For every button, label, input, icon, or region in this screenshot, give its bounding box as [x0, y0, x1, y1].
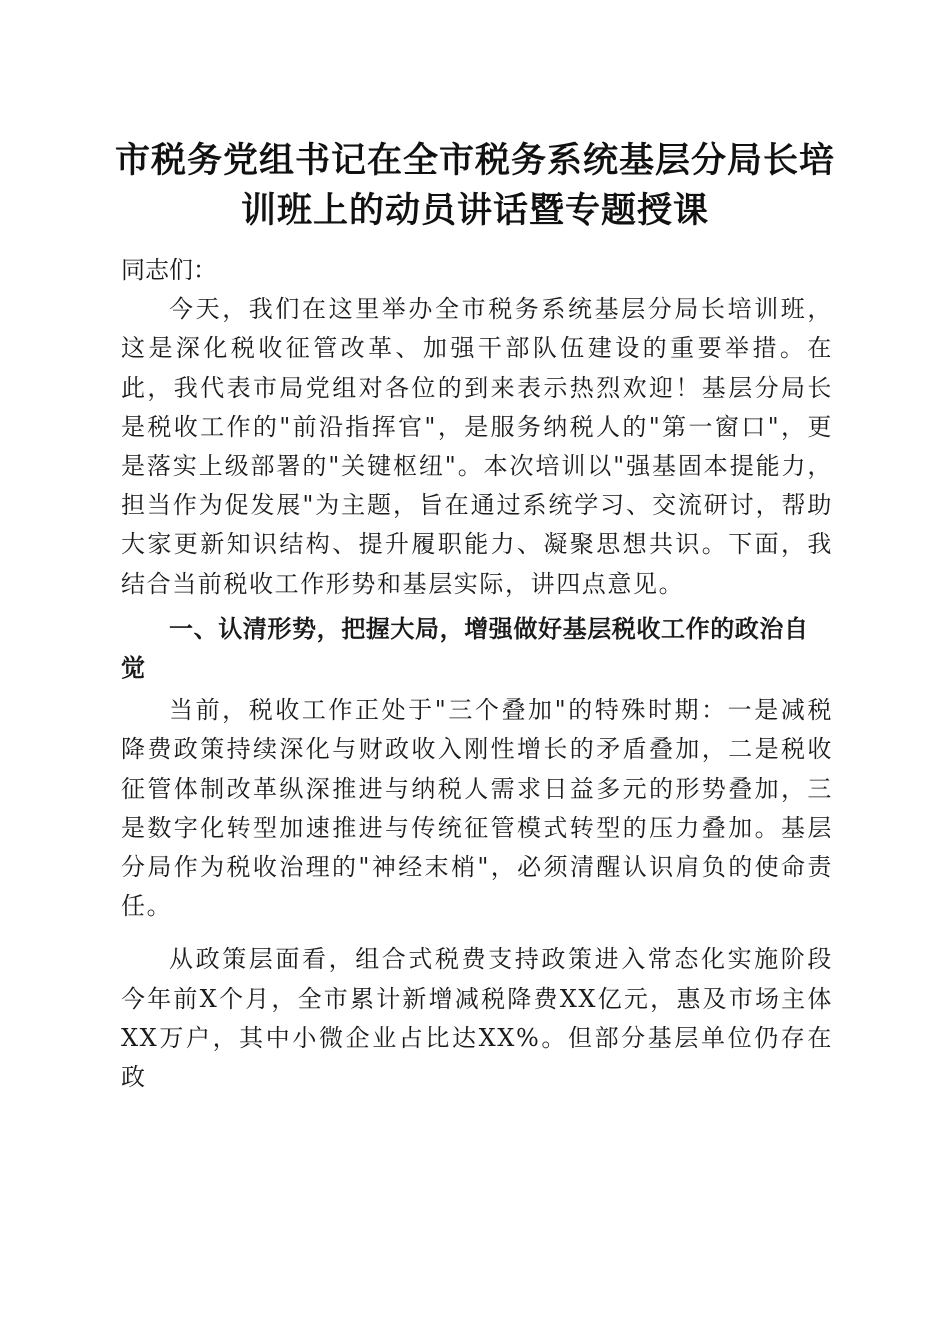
- section-1-paragraph-2: 从政策层面看，组合式税费支持政策进入常态化实施阶段今年前X个月，全市累计新增减税降费XX亿元，惠及市场主体XX万户，其中小微企业占比达XX%。但部分基层单位仍存在政: [121, 945, 833, 1092]
- title-line-1: 市税务党组书记在全市税务系统基层分局长培: [114, 140, 835, 181]
- intro-paragraph: 今天，我们在这里举办全市税务系统基层分局长培训班，这是深化税收征管改革、加强干部队伍建设的重要举措。在此，我代表市局党组对各位的到来表示热烈欢迎！基层分局长是税收工作的"前沿指挥官"，是服务纳税人的"第一窗口"，更是落实上级部署的"关键枢纽"。本次培训以"强基固本提能力，担当作为促发展"为主题，旨在通过系统学习、交流研讨，帮助大家更新知识结构、提升履职能力、凝聚思想共识。下面，我结合当前税收工作形势和基层实际，讲四点意见。: [121, 295, 833, 598]
- salutation: 同志们：: [121, 256, 217, 284]
- document-body: [121, 251, 833, 1097]
- section-1-paragraph-1: 当前，税收工作正处于"三个叠加"的特殊时期：一是减税降费政策持续深化与财政收入刚性增长的矛盾叠加，二是税收征管体制改革纵深推进与纳税人需求日益多元的形势叠加，三是数字化转型加速推进与传统征管模式转型的压力叠加。基层分局作为税收治理的"神经末梢"，必须清醒认识肩负的使命责任。: [121, 696, 833, 921]
- document-title: [100, 136, 850, 236]
- title-line-2: 训班上的动员讲话暨专题授课: [240, 190, 709, 231]
- section-1-heading: 一、认清形势，把握大局，增强做好基层税收工作的政治自觉: [121, 614, 809, 683]
